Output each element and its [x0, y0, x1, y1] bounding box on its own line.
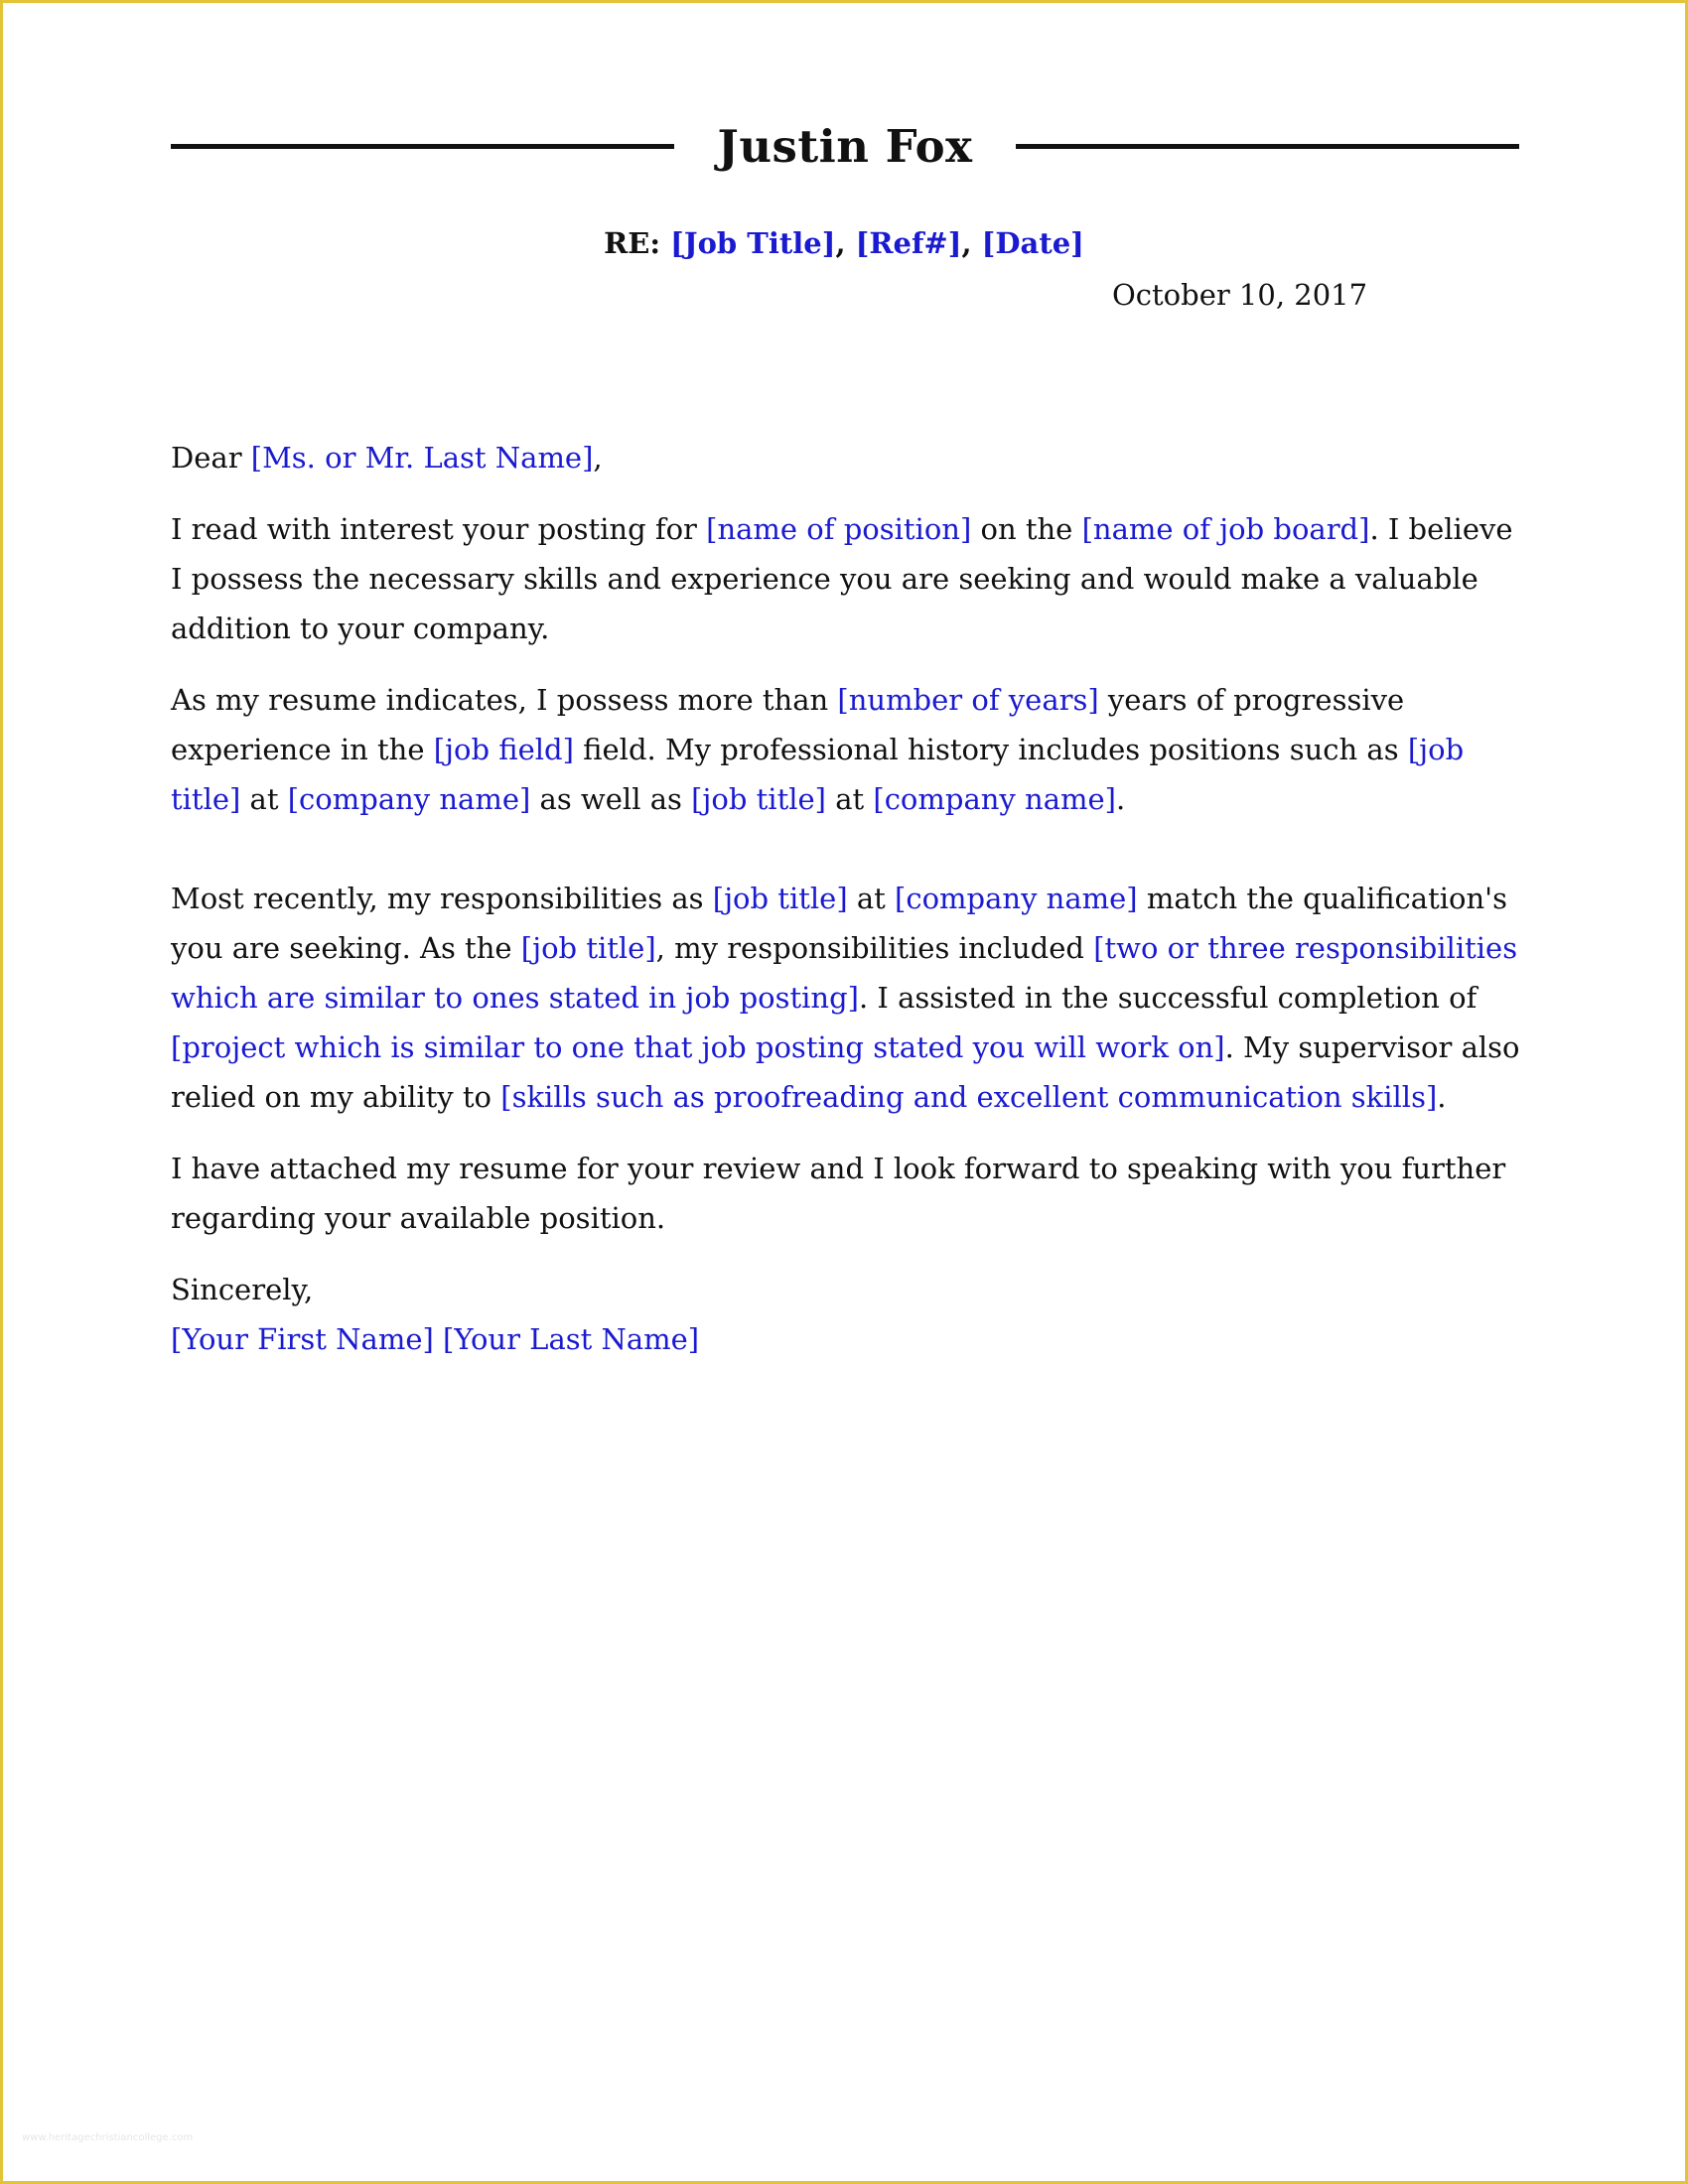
- paragraph-text: at: [847, 882, 896, 915]
- letter-date: October 10, 2017: [1112, 278, 1368, 312]
- skills-placeholder: [skills such as proofreading and excellent communication skills]: [500, 1080, 1438, 1114]
- re-line: [0, 226, 1688, 260]
- paragraph-text: at: [825, 782, 874, 816]
- paragraph-text: at: [240, 782, 288, 816]
- watermark-text: www.heritagechristiancollege.com: [22, 2132, 194, 2143]
- signature-placeholder: [Your First Name] [Your Last Name]: [171, 1322, 700, 1356]
- paragraph-text: , my responsibilities included: [655, 931, 1094, 965]
- job-title-placeholder: [job title]: [691, 782, 826, 816]
- company-name-placeholder: [company name]: [873, 782, 1116, 816]
- paragraph-text: field. My professional history includes positions such as: [573, 733, 1408, 766]
- recipient-name-placeholder: [Ms. or Mr. Last Name]: [250, 441, 594, 475]
- letter-header: [171, 111, 1519, 181]
- paragraph-text: .: [1115, 782, 1126, 816]
- paragraph-text: .: [1437, 1080, 1447, 1114]
- paragraph-text: As my resume indicates, I possess more than: [171, 683, 838, 717]
- header-rule-left: [171, 144, 674, 149]
- responsibilities-placeholder: [two or three responsibilities which are similar to ones stated in job posting]: [171, 931, 1518, 1015]
- job-board-placeholder: [name of job board]: [1081, 512, 1370, 546]
- company-name-placeholder: [company name]: [895, 882, 1138, 915]
- header-rule-right: [1016, 144, 1519, 149]
- paragraph-text: as well as: [530, 782, 692, 816]
- paragraph-text: Most recently, my responsibilities as: [171, 882, 713, 915]
- re-date-placeholder: [Date]: [981, 226, 1084, 260]
- job-title-placeholder: [job title]: [171, 733, 1465, 816]
- re-separator: ,: [835, 226, 856, 260]
- job-title-placeholder: [job title]: [520, 931, 656, 965]
- paragraph-text: match the qualification's you are seeking. As the: [171, 882, 1508, 965]
- salutation-comma: ,: [593, 441, 603, 475]
- paragraph-responsibilities: [171, 874, 1521, 1122]
- re-separator: ,: [961, 226, 982, 260]
- job-field-placeholder: [job field]: [433, 733, 574, 766]
- project-placeholder: [project which is similar to one that job posting stated you will work on]: [171, 1030, 1225, 1064]
- paragraph-text: years of progressive experience in the: [171, 683, 1405, 766]
- re-colon: :: [649, 226, 671, 260]
- salutation-dear: Dear: [171, 441, 251, 475]
- applicant-name: Justin Fox: [717, 119, 973, 173]
- paragraph-text: on the: [971, 512, 1082, 546]
- paragraph-experience: [171, 675, 1521, 824]
- paragraph-text: . My supervisor also relied on my ability to: [171, 1030, 1520, 1114]
- paragraph-text: . I assisted in the successful completion of: [858, 981, 1477, 1015]
- letter-body: [171, 433, 1521, 1364]
- job-title-placeholder: [job title]: [712, 882, 848, 915]
- paragraph-intro: [171, 504, 1521, 653]
- paragraph-closing: I have attached my resume for your review and I look forward to speaking with you further regarding your available position.: [171, 1152, 1506, 1235]
- salutation: [171, 433, 1521, 482]
- company-name-placeholder: [company name]: [287, 782, 531, 816]
- re-job-title-placeholder: [Job Title]: [670, 226, 836, 260]
- position-name-placeholder: [name of position]: [706, 512, 972, 546]
- closing-sincerely: Sincerely,: [171, 1273, 314, 1306]
- years-placeholder: [number of years]: [837, 683, 1099, 717]
- re-ref-placeholder: [Ref#]: [855, 226, 962, 260]
- closing-block: [171, 1265, 1521, 1364]
- re-label: RE: [604, 226, 650, 260]
- paragraph-text: . I believe I possess the necessary skills and experience you are seeking and would make a valuable addition to your company.: [171, 512, 1513, 645]
- paragraph-text: I read with interest your posting for: [171, 512, 707, 546]
